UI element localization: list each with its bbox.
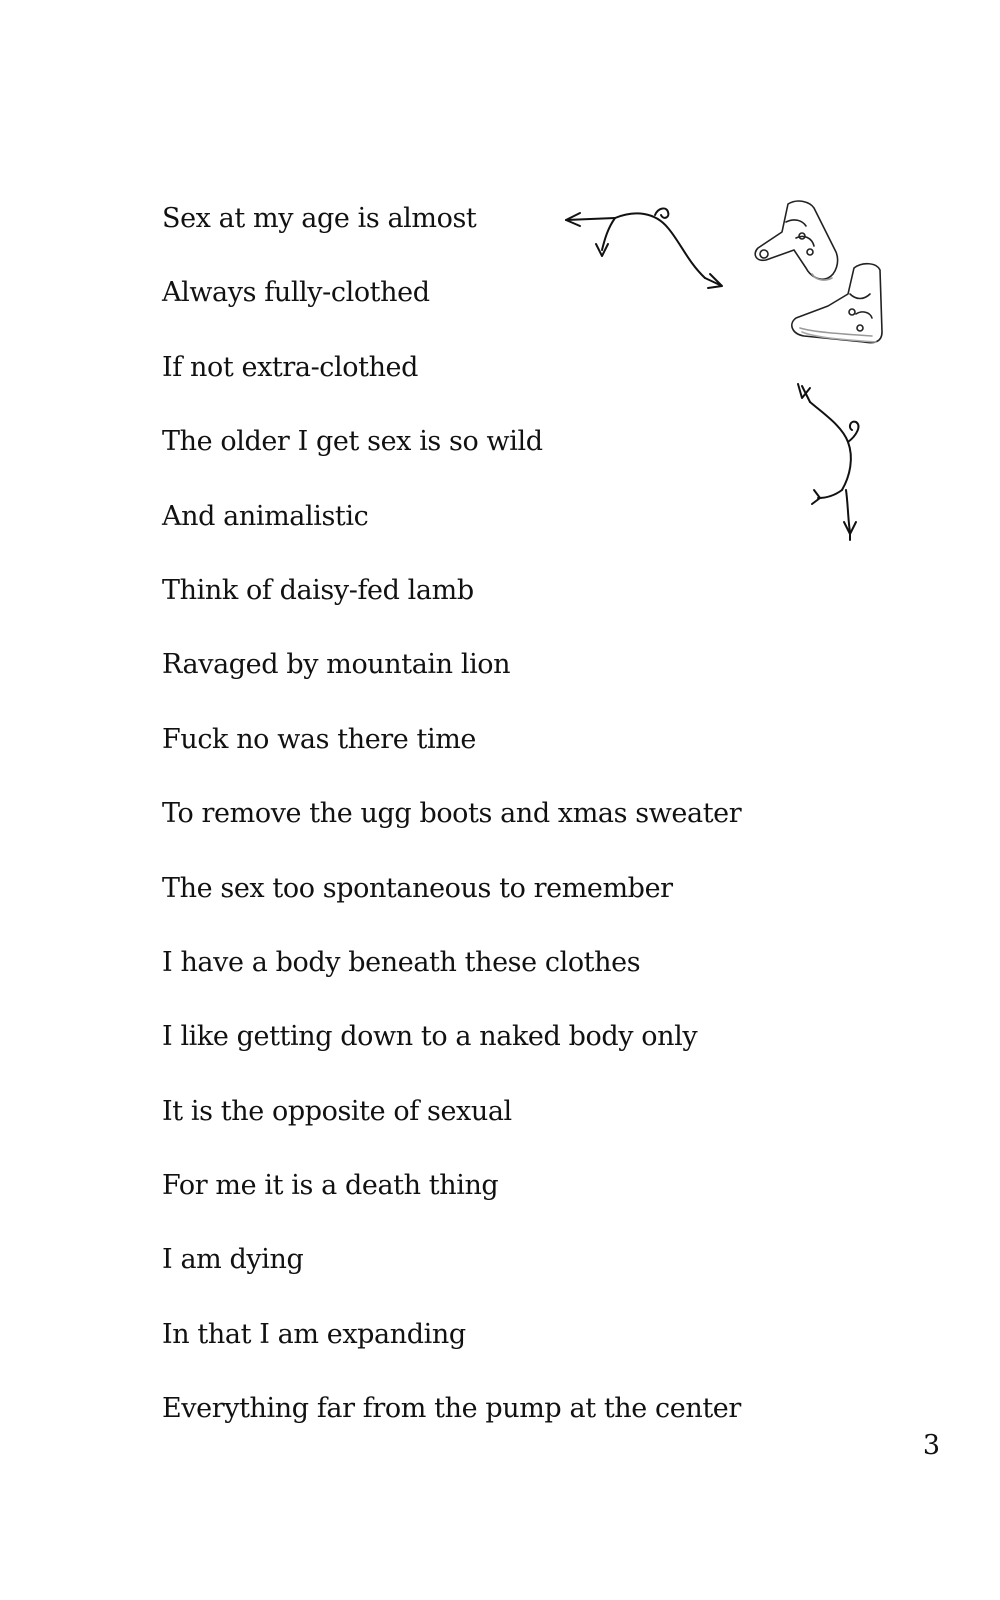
poem-line: The sex too spontaneous to remember	[162, 872, 673, 904]
poem-line: If not extra-clothed	[162, 351, 419, 383]
poem-line: Sex at my age is almost	[162, 203, 477, 234]
poem-line: Ravaged by mountain lion	[162, 649, 511, 681]
vine-arrow-icon	[560, 200, 740, 300]
poem-line: The older I get sex is so wild	[162, 426, 543, 458]
poem-line: To remove the ugg boots and xmas sweater	[162, 798, 742, 830]
ugg-boots-icon	[752, 196, 902, 356]
poem-line: In that I am expanding	[162, 1318, 466, 1350]
poem-line: And animalistic	[162, 500, 369, 532]
poem-line: I like getting down to a naked body only	[162, 1021, 698, 1053]
poem-line: Fuck no was there time	[162, 723, 477, 755]
vine-arrow-icon	[790, 380, 880, 560]
poem-body	[162, 202, 741, 1467]
poem-line: I am dying	[162, 1244, 304, 1276]
poem-line: Everything far from the pump at the center	[162, 1393, 741, 1425]
poem-line: It is the opposite of sexual	[162, 1095, 512, 1127]
poem-line: Always fully-clothed	[162, 277, 430, 309]
page-number: 3	[922, 1430, 940, 1461]
poem-line: I have a body beneath these clothes	[162, 946, 641, 978]
poem-line: For me it is a death thing	[162, 1170, 499, 1202]
poem-line: Think of daisy-fed lamb	[162, 574, 474, 606]
